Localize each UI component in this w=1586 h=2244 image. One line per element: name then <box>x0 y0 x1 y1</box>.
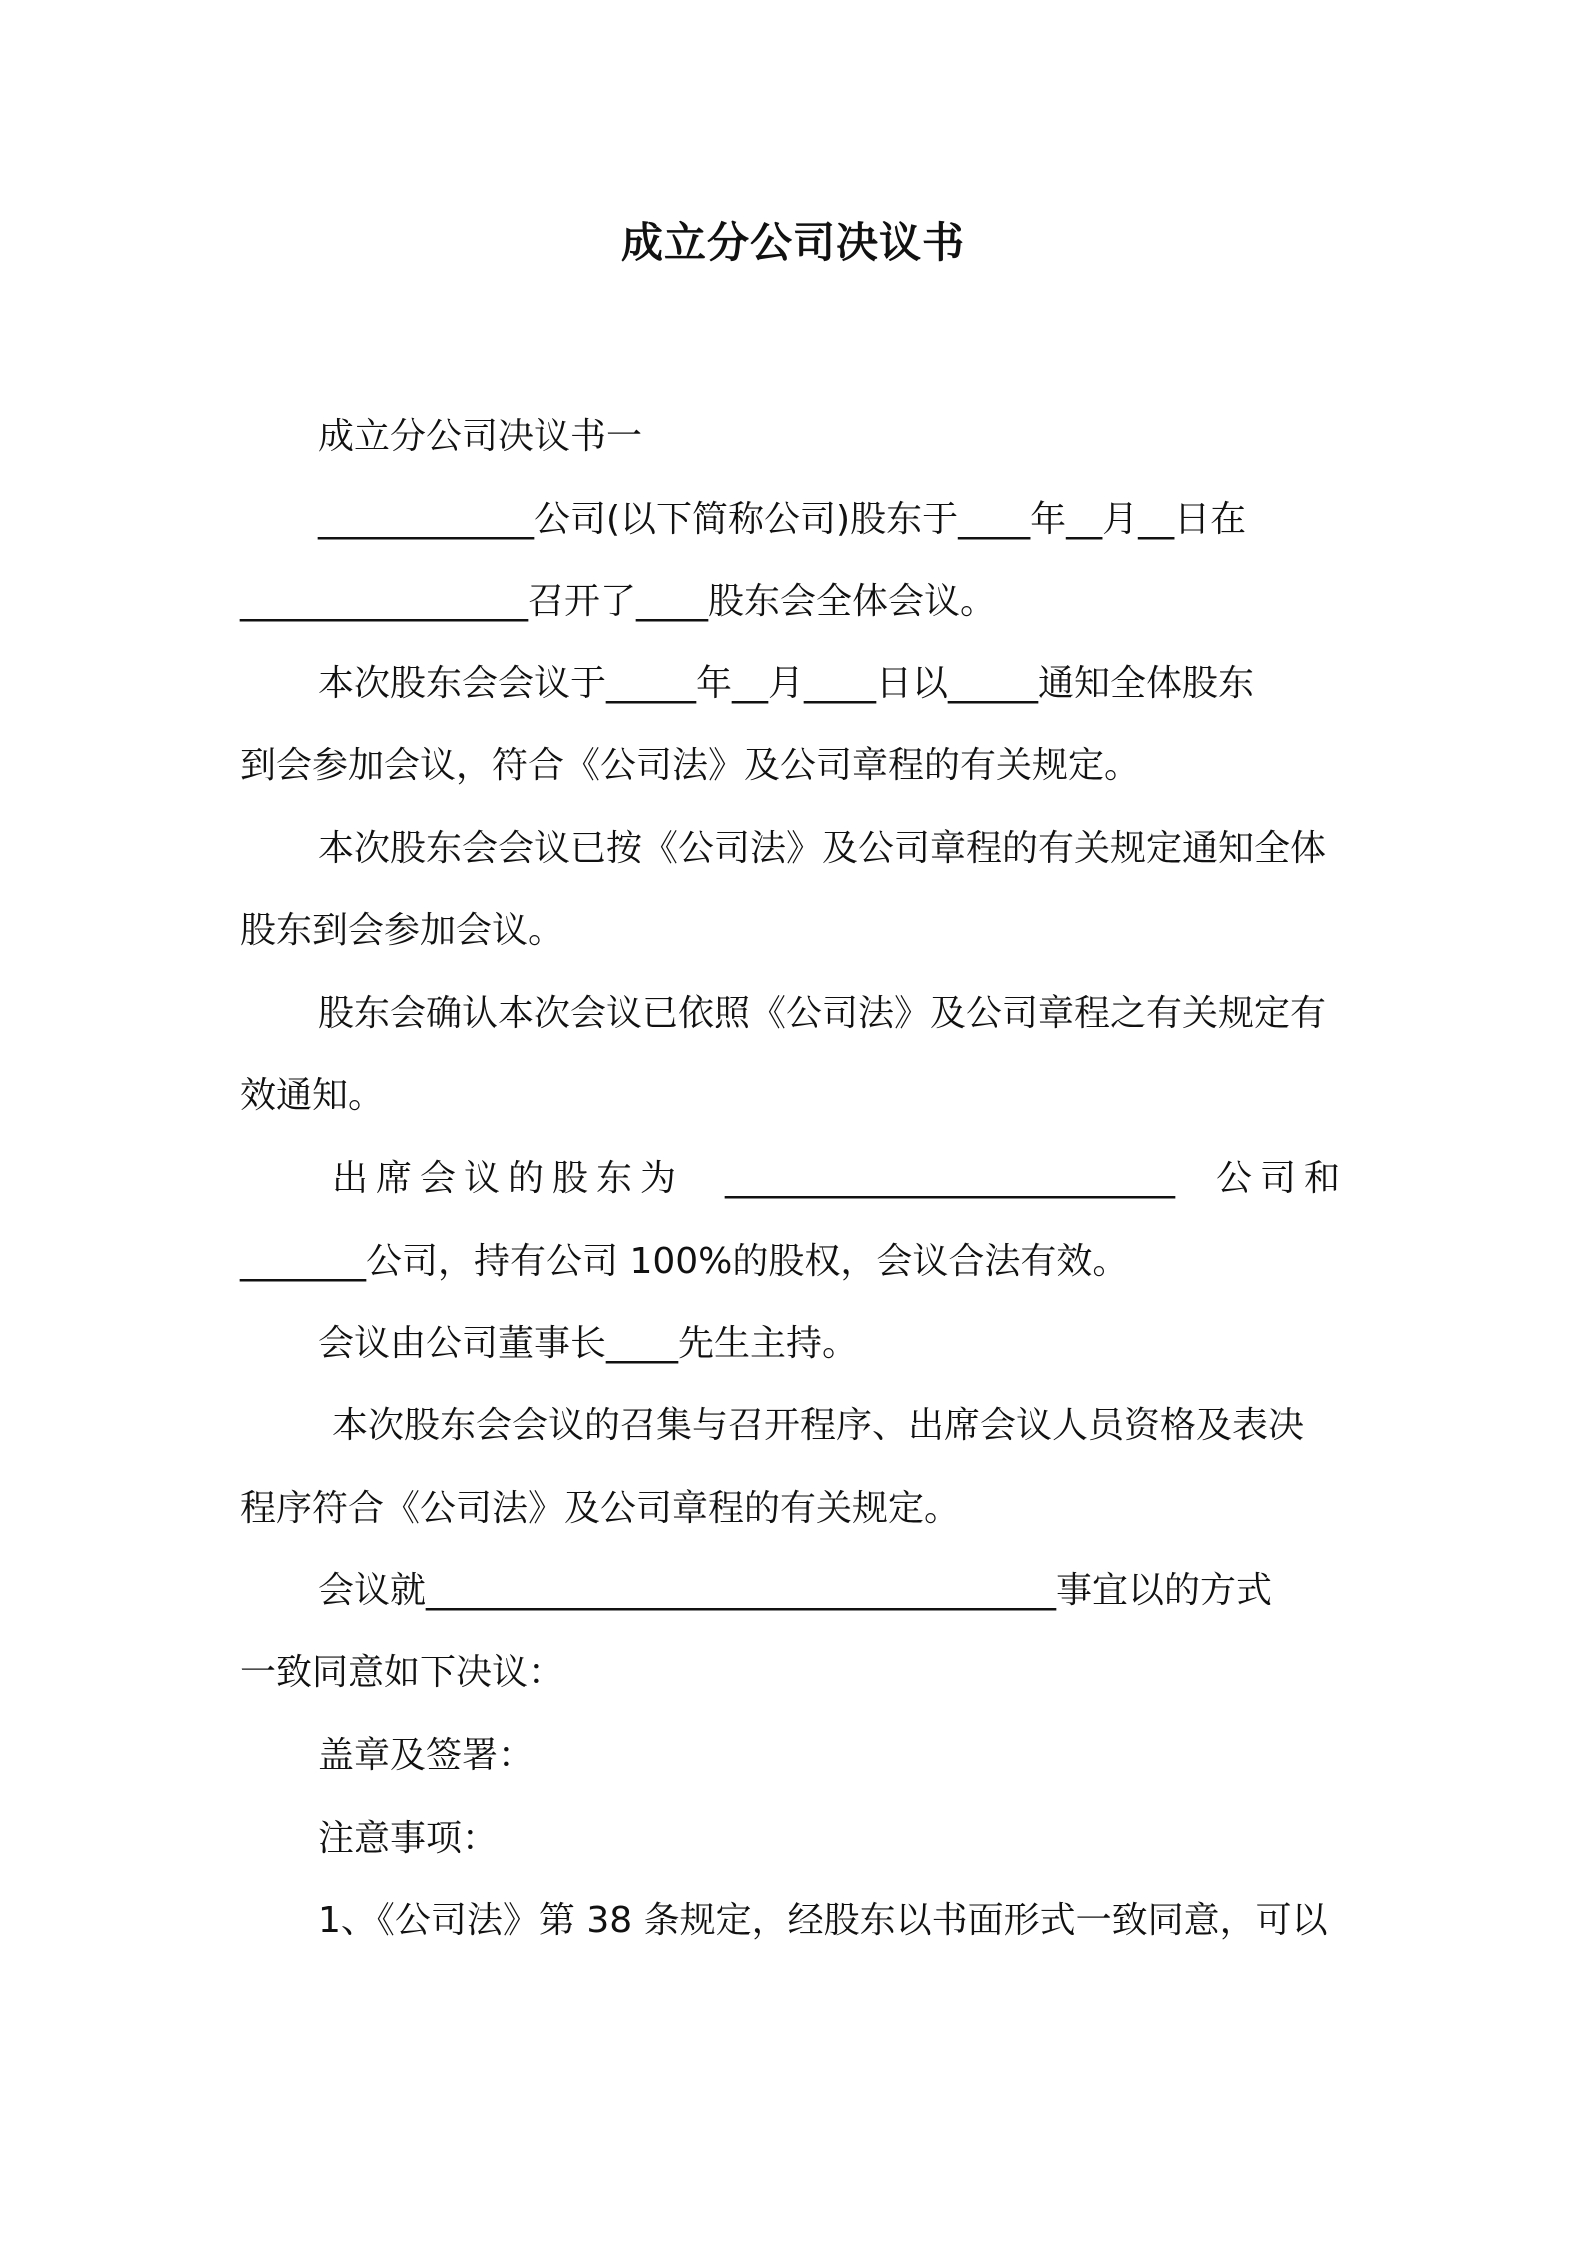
paragraph-line: 股东会确认本次会议已依照《公司法》及公司章程之有关规定有 <box>318 993 1327 1034</box>
attendees-line <box>332 1155 1348 1203</box>
paragraph-line: 会议由公司董事长____先生主持。 <box>318 1323 859 1364</box>
paragraph-line: 会议就___________________________________事宜以的方式 <box>318 1570 1273 1611</box>
paragraph-line: ____________公司(以下简称公司)股东于____年__月__日在 <box>318 499 1247 540</box>
paragraph-line: 一致同意如下决议： <box>240 1652 565 1693</box>
paragraph-line: 股东到会参加会议。 <box>240 910 565 951</box>
paragraph-line: 程序符合《公司法》及公司章程的有关规定。 <box>240 1488 961 1529</box>
attendees-blank: _________________________ <box>725 1158 1175 1199</box>
paragraph-line: ________________召开了____股东会全体会议。 <box>240 581 997 622</box>
paragraph-line: 本次股东会会议于_____年__月____日以_____通知全体股东 <box>318 663 1255 704</box>
subtitle-line: 成立分公司决议书一 <box>318 416 643 457</box>
document-title: 成立分公司决议书 <box>620 218 965 267</box>
signature-heading: 盖章及签署： <box>318 1735 535 1776</box>
paragraph-line: _______公司，持有公司 100%的股权，会议合法有效。 <box>240 1241 1129 1282</box>
paragraph-line: 本次股东会会议的召集与召开程序、出席会议人员资格及表决 <box>332 1405 1305 1446</box>
attendees-label: 出席会议的股东为 <box>332 1158 685 1199</box>
paragraph-line: 到会参加会议，符合《公司法》及公司章程的有关规定。 <box>240 745 1141 786</box>
paragraph-line: 效通知。 <box>240 1075 385 1116</box>
paragraph-line: 本次股东会会议已按《公司法》及公司章程的有关规定通知全体 <box>318 828 1327 869</box>
note-item: 1、《公司法》第 38 条规定，经股东以书面形式一致同意，可以 <box>318 1900 1328 1941</box>
notes-heading: 注意事项： <box>318 1818 499 1859</box>
attendees-company-suffix: 公司和 <box>1215 1158 1348 1199</box>
